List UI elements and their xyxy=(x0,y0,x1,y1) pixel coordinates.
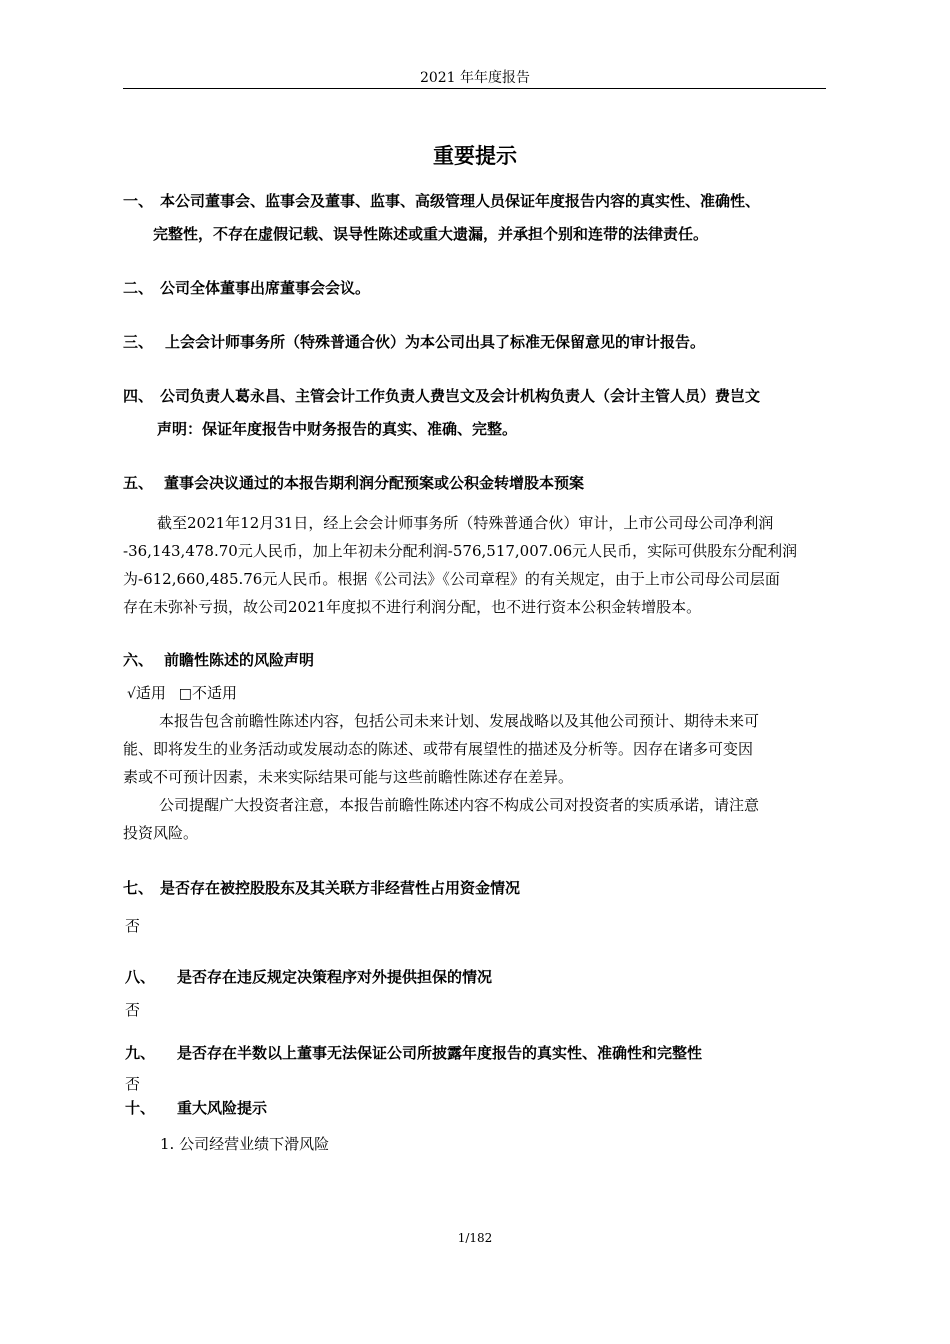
section-2-number: 二、 xyxy=(123,279,154,297)
checkbox-icon: □ xyxy=(178,686,192,702)
applicability-row xyxy=(127,682,237,703)
section-7-number: 七、 xyxy=(123,879,154,897)
section-10-title: 重大风险提示 xyxy=(177,1099,268,1117)
section-6-title: 前瞻性陈述的风险声明 xyxy=(164,651,315,669)
section-9-answer: 否 xyxy=(125,1075,141,1093)
header-divider xyxy=(123,88,826,89)
section-7-title: 是否存在被控股股东及其关联方非经营性占用资金情况 xyxy=(160,879,521,897)
section-10-number: 十、 xyxy=(125,1099,156,1117)
section-3-text: 上会会计师事务所（特殊普通合伙）为本公司出具了标准无保留意见的审计报告。 xyxy=(165,333,706,351)
section-9-title: 是否存在半数以上董事无法保证公司所披露年度报告的真实性、准确性和完整性 xyxy=(177,1044,703,1062)
section-1-line2: 完整性，不存在虚假记载、误导性陈述或重大遗漏，并承担个别和连带的法律责任。 xyxy=(153,225,709,243)
checkmark-icon: √ xyxy=(127,686,136,702)
section-2-text: 公司全体董事出席董事会会议。 xyxy=(160,279,371,297)
section-5-paragraph-line1: 截至2021年12月31日，经上会会计师事务所（特殊普通合伙）审计，上市公司母公司净利润 xyxy=(157,514,774,532)
section-1-line1: 本公司董事会、监事会及董事、监事、高级管理人员保证年度报告内容的真实性、准确性、 xyxy=(160,192,761,210)
section-5-paragraph-line2: -36,143,478.70元人民币，加上年初未分配利润-576,517,007.06元人民币，实际可供股东分配利润 xyxy=(123,542,798,560)
section-6-number: 六、 xyxy=(123,651,154,669)
page-title: 重要提示 xyxy=(433,144,517,168)
section-5-title: 董事会决议通过的本报告期利润分配预案或公积金转增股本预案 xyxy=(164,474,585,492)
section-6-paragraph1-line2: 能、即将发生的业务活动或发展动态的陈述、或带有展望性的描述及分析等。因存在诸多可变因 xyxy=(123,740,754,758)
section-5-number: 五、 xyxy=(123,474,154,492)
section-5-paragraph-line3: 为-612,660,485.76元人民币。根据《公司法》《公司章程》的有关规定，由于上市公司母公司层面 xyxy=(123,570,780,588)
risk-item-1: 1. 公司经营业绩下滑风险 xyxy=(160,1135,330,1153)
section-6-paragraph2-line2: 投资风险。 xyxy=(123,824,199,842)
section-4-line2: 声明：保证年度报告中财务报告的真实、准确、完整。 xyxy=(157,420,518,438)
section-4-line1: 公司负责人葛永昌、主管会计工作负责人费岂文及会计机构负责人（会计主管人员）费岂文 xyxy=(160,387,761,405)
page-number: 1/182 xyxy=(457,1231,493,1245)
section-7-answer: 否 xyxy=(125,917,141,935)
section-3-number: 三、 xyxy=(123,333,154,351)
applicable-label: 适用 xyxy=(135,684,166,702)
section-6-paragraph2-line1: 公司提醒广大投资者注意，本报告前瞻性陈述内容不构成公司对投资者的实质承诺，请注意 xyxy=(159,796,760,814)
section-6-paragraph1-line3: 素或不可预计因素，未来实际结果可能与这些前瞻性陈述存在差异。 xyxy=(123,768,574,786)
section-4-number: 四、 xyxy=(123,387,154,405)
section-6-paragraph1-line1: 本报告包含前瞻性陈述内容，包括公司未来计划、发展战略以及其他公司预计、期待未来可 xyxy=(159,712,760,730)
report-header-title: 2021 年年度报告 xyxy=(419,70,531,86)
section-5-paragraph-line4: 存在未弥补亏损，故公司2021年度拟不进行利润分配，也不进行资本公积金转增股本。 xyxy=(123,598,702,616)
section-8-title: 是否存在违反规定决策程序对外提供担保的情况 xyxy=(177,968,493,986)
section-8-answer: 否 xyxy=(125,1001,141,1019)
section-1-number: 一、 xyxy=(123,192,154,210)
not-applicable-label: 不适用 xyxy=(191,684,237,702)
section-8-number: 八、 xyxy=(125,968,156,986)
section-9-number: 九、 xyxy=(125,1044,156,1062)
